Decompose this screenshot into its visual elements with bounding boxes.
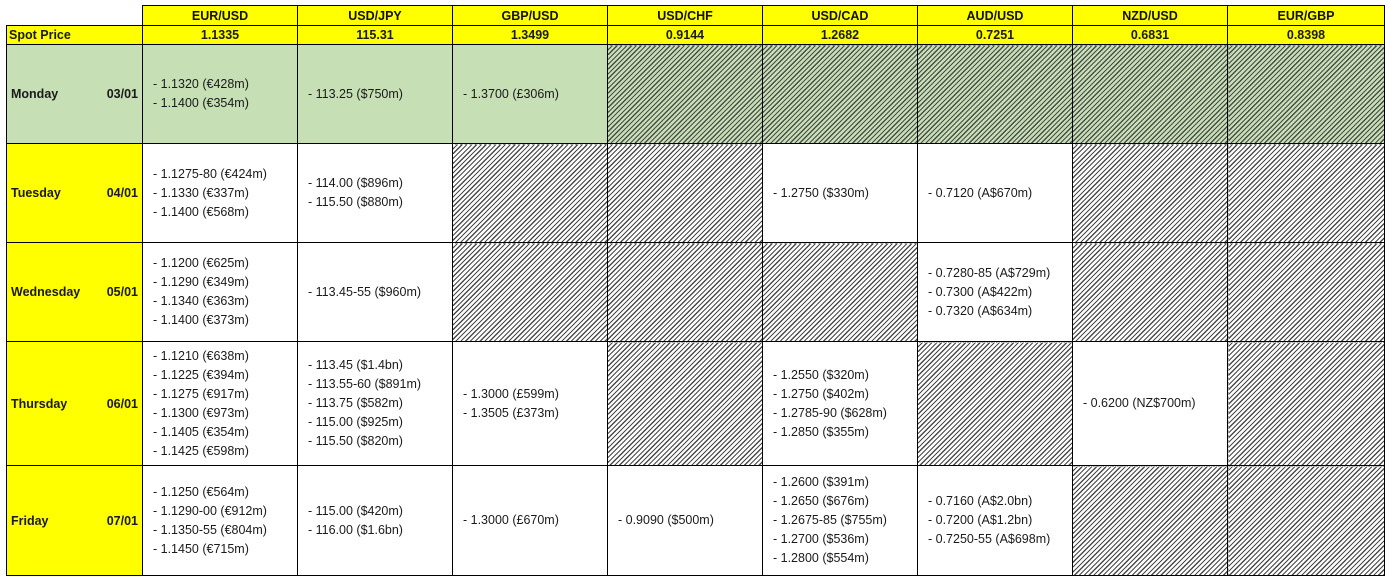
no-expiry-cell	[1073, 243, 1228, 342]
expiry-cell	[608, 466, 763, 576]
day-row	[7, 144, 1385, 243]
expiry-cell	[143, 466, 298, 576]
expiry-entry: - 113.75 ($582m)	[308, 396, 403, 410]
corner-cell	[7, 6, 143, 26]
day-name: Wednesday	[11, 285, 81, 299]
day-row	[7, 45, 1385, 144]
expiry-entry: - 0.7200 (A$1.2bn)	[928, 513, 1033, 527]
expiry-entry: - 116.00 ($1.6bn)	[308, 522, 403, 537]
expiry-entry: - 1.2850 ($355m)	[773, 424, 869, 439]
no-expiry-cell	[1228, 144, 1385, 243]
expiry-cell	[298, 342, 453, 466]
day-label-cell	[7, 243, 143, 342]
day-name: Monday	[11, 87, 59, 101]
expiry-cell	[763, 466, 918, 576]
no-expiry-cell	[1228, 243, 1385, 342]
expiry-entry: - 1.1225 (€394m)	[153, 367, 249, 382]
expiry-cell	[453, 342, 608, 466]
no-expiry-cell	[918, 342, 1073, 466]
no-expiry-cell	[1073, 144, 1228, 243]
expiry-entry: - 0.7280-85 (A$729m)	[928, 265, 1051, 280]
expiry-cell	[453, 466, 608, 576]
expiry-entry: - 0.9090 ($500m)	[618, 513, 714, 527]
expiry-entry: - 1.1275 (€917m)	[153, 386, 249, 401]
expiry-cell	[298, 144, 453, 243]
day-date: 06/01	[106, 396, 138, 411]
no-expiry-cell	[608, 45, 763, 144]
expiry-cell	[763, 144, 918, 243]
expiry-entry: - 1.3000 (£670m)	[463, 513, 559, 527]
no-expiry-cell	[608, 342, 763, 466]
expiry-entry: - 114.00 ($896m)	[308, 176, 403, 190]
spot-price-value: 0.8398	[1228, 26, 1385, 45]
pair-header: EUR/GBP	[1228, 6, 1385, 26]
no-expiry-cell	[763, 45, 918, 144]
expiry-entry: - 1.3000 (£599m)	[463, 386, 559, 401]
expiry-entry: - 1.1450 (€715m)	[153, 541, 249, 556]
spot-price-value: 0.9144	[608, 26, 763, 45]
no-expiry-cell	[1228, 466, 1385, 576]
expiry-cell	[298, 243, 453, 342]
day-row	[7, 466, 1385, 576]
expiry-entry: - 1.2750 ($330m)	[773, 185, 869, 200]
expiry-entry: - 1.2800 ($554m)	[773, 551, 869, 565]
spot-price-value: 1.1335	[143, 26, 298, 45]
day-name: Tuesday	[11, 186, 61, 200]
expiry-entry: - 1.2750 ($402m)	[773, 386, 869, 401]
expiry-entry: - 113.55-60 ($891m)	[308, 377, 422, 391]
expiry-entry: - 1.2700 ($536m)	[773, 532, 869, 546]
expiry-entry: - 1.1400 (€354m)	[153, 96, 249, 110]
no-expiry-cell	[763, 243, 918, 342]
day-row	[7, 243, 1385, 342]
no-expiry-cell	[1073, 466, 1228, 576]
no-expiry-cell	[1228, 45, 1385, 144]
expiry-entry: - 0.7160 (A$2.0bn)	[928, 494, 1033, 508]
day-date: 07/01	[106, 513, 138, 528]
pair-header: AUD/USD	[918, 6, 1073, 26]
expiry-entry: - 115.50 ($880m)	[308, 195, 403, 209]
day-label-cell	[7, 144, 143, 243]
spot-price-value: 0.6831	[1073, 26, 1228, 45]
expiry-cell	[918, 144, 1073, 243]
expiry-cell	[453, 45, 608, 144]
expiry-entry: - 1.1275-80 (€424m)	[153, 166, 267, 181]
expiry-entry: - 1.1320 (€428m)	[153, 77, 249, 91]
expiry-entry: - 113.45 ($1.4bn)	[308, 358, 403, 372]
expiry-entry: - 115.50 ($820m)	[308, 434, 403, 448]
spot-price-value: 1.3499	[453, 26, 608, 45]
expiry-entry: - 1.1340 (€363m)	[153, 294, 249, 308]
expiry-entry: - 1.1400 (€373m)	[153, 313, 249, 327]
spot-price-row	[7, 26, 1385, 45]
pair-header: GBP/USD	[453, 6, 608, 26]
expiry-entry: - 1.1425 (€598m)	[153, 443, 249, 458]
expiry-cell	[298, 466, 453, 576]
no-expiry-cell	[608, 144, 763, 243]
fx-options-expiry-table	[6, 5, 1385, 576]
no-expiry-cell	[453, 144, 608, 243]
expiry-entry: - 113.25 ($750m)	[308, 86, 403, 101]
no-expiry-cell	[608, 243, 763, 342]
expiry-entry: - 1.2785-90 ($628m)	[773, 405, 887, 420]
pair-header: USD/CAD	[763, 6, 918, 26]
expiry-entry: - 115.00 ($925m)	[308, 415, 403, 429]
no-expiry-cell	[1228, 342, 1385, 466]
expiry-cell	[918, 243, 1073, 342]
expiry-entry: - 113.45-55 ($960m)	[308, 284, 422, 299]
expiry-entry: - 1.1210 (€638m)	[153, 348, 249, 363]
expiry-entry: - 1.1200 (€625m)	[153, 256, 249, 270]
expiry-cell	[143, 243, 298, 342]
expiry-entry: - 115.00 ($420m)	[308, 503, 403, 518]
expiry-cell	[918, 466, 1073, 576]
no-expiry-cell	[918, 45, 1073, 144]
expiry-cell	[143, 144, 298, 243]
spot-price-value: 0.7251	[918, 26, 1073, 45]
day-label-cell	[7, 45, 143, 144]
pair-header: EUR/USD	[143, 6, 298, 26]
expiry-entry: - 1.1330 (€337m)	[153, 185, 249, 200]
expiry-entry: - 1.2600 ($391m)	[773, 475, 869, 489]
expiry-entry: - 1.1350-55 (€804m)	[153, 522, 267, 537]
day-date: 05/01	[106, 285, 138, 299]
expiry-entry: - 0.7120 (A$670m)	[928, 185, 1033, 200]
expiry-entry: - 1.1300 (€973m)	[153, 405, 249, 420]
spot-price-value: 115.31	[298, 26, 453, 45]
pair-header: USD/JPY	[298, 6, 453, 26]
expiry-cell	[763, 342, 918, 466]
expiry-cell	[143, 342, 298, 466]
no-expiry-cell	[1073, 45, 1228, 144]
day-row	[7, 342, 1385, 466]
expiry-entry: - 1.1290-00 (€912m)	[153, 503, 267, 518]
expiry-entry: - 1.1250 (€564m)	[153, 484, 249, 499]
expiry-entry: - 1.1400 (€568m)	[153, 204, 249, 219]
expiry-entry: - 1.3505 (£373m)	[463, 405, 559, 420]
expiry-entry: - 1.2650 ($676m)	[773, 494, 869, 508]
expiry-entry: - 0.7300 (A$422m)	[928, 284, 1033, 299]
expiry-entry: - 0.7320 (A$634m)	[928, 303, 1033, 318]
spot-price-value: 1.2682	[763, 26, 918, 45]
expiry-entry: - 1.1290 (€349m)	[153, 275, 249, 289]
expiry-cell	[1073, 342, 1228, 466]
expiry-entry: - 1.3700 (£306m)	[463, 86, 559, 101]
day-date: 04/01	[106, 186, 138, 200]
expiry-cell	[298, 45, 453, 144]
header-row	[7, 6, 1385, 26]
day-label-cell	[7, 466, 143, 576]
expiry-entry: - 1.2675-85 ($755m)	[773, 513, 887, 527]
day-date: 03/01	[106, 87, 138, 101]
day-label-cell	[7, 342, 143, 466]
expiry-entry: - 0.6200 (NZ$700m)	[1083, 396, 1196, 410]
expiry-entry: - 1.1405 (€354m)	[153, 424, 249, 439]
day-name: Friday	[11, 513, 49, 528]
expiry-entry: - 1.2550 ($320m)	[773, 367, 869, 382]
day-name: Thursday	[11, 396, 68, 411]
expiry-entry: - 0.7250-55 (A$698m)	[928, 532, 1051, 546]
expiry-cell	[143, 45, 298, 144]
pair-header: USD/CHF	[608, 6, 763, 26]
no-expiry-cell	[453, 243, 608, 342]
spot-price-label: Spot Price	[7, 26, 143, 45]
pair-header: NZD/USD	[1073, 6, 1228, 26]
